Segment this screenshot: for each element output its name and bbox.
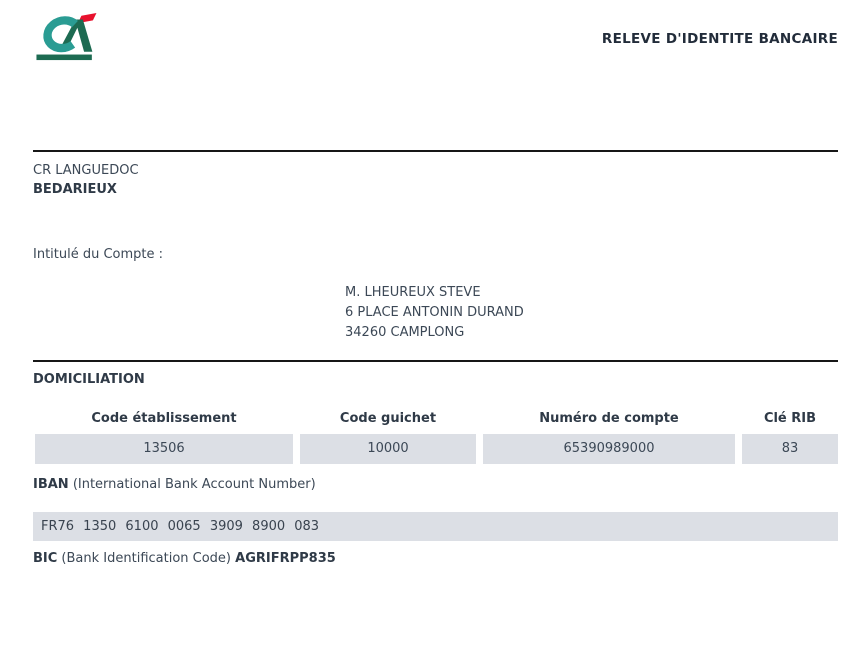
value-code-guichet: 10000: [300, 434, 476, 464]
document-title: RELEVE D'IDENTITE BANCAIRE: [601, 31, 838, 47]
bank-agency: BEDARIEUX: [33, 182, 117, 197]
account-holder-address: [345, 283, 838, 343]
iban-value-bar: FR76 1350 6100 0065 3909 8900 083: [33, 512, 838, 541]
bic-value: AGRIFRPP835: [235, 551, 336, 566]
bic-label-expansion: (Bank Identification Code): [57, 551, 236, 566]
iban-label-acronym: IBAN: [33, 477, 69, 492]
horizontal-rule-top: [33, 150, 838, 152]
column-header-numero-de-compte: Numéro de compte: [539, 411, 679, 426]
value-cle-rib: 83: [742, 434, 838, 464]
holder-city: 34260 CAMPLONG: [345, 325, 465, 340]
rib-table-value-row: [35, 434, 838, 464]
account-holder-label: Intitulé du Compte :: [33, 247, 164, 262]
bic-line: [33, 551, 838, 566]
bic-label-acronym: BIC: [33, 551, 58, 566]
horizontal-rule-middle: [33, 360, 838, 362]
bank-region: CR LANGUEDOC: [33, 163, 139, 178]
holder-street: 6 PLACE ANTONIN DURAND: [345, 305, 524, 320]
bank-branch-block: [33, 161, 838, 199]
column-header-cle-rib: Clé RIB: [763, 411, 817, 426]
value-numero-de-compte: 65390989000: [483, 434, 735, 464]
value-code-etablissement: 13506: [35, 434, 293, 464]
holder-name: M. LHEUREUX STEVE: [345, 285, 481, 300]
column-header-code-guichet: Code guichet: [339, 411, 437, 426]
document-header: [33, 0, 838, 61]
credit-agricole-logo: [33, 13, 99, 61]
rib-table-header-row: [35, 411, 838, 426]
iban-label-expansion: (International Bank Account Number): [68, 477, 316, 492]
domiciliation-heading: DOMICILIATION: [33, 372, 145, 387]
logo-underline: [36, 55, 91, 61]
iban-label: [33, 477, 838, 492]
column-header-code-etablissement: Code établissement: [91, 411, 237, 426]
